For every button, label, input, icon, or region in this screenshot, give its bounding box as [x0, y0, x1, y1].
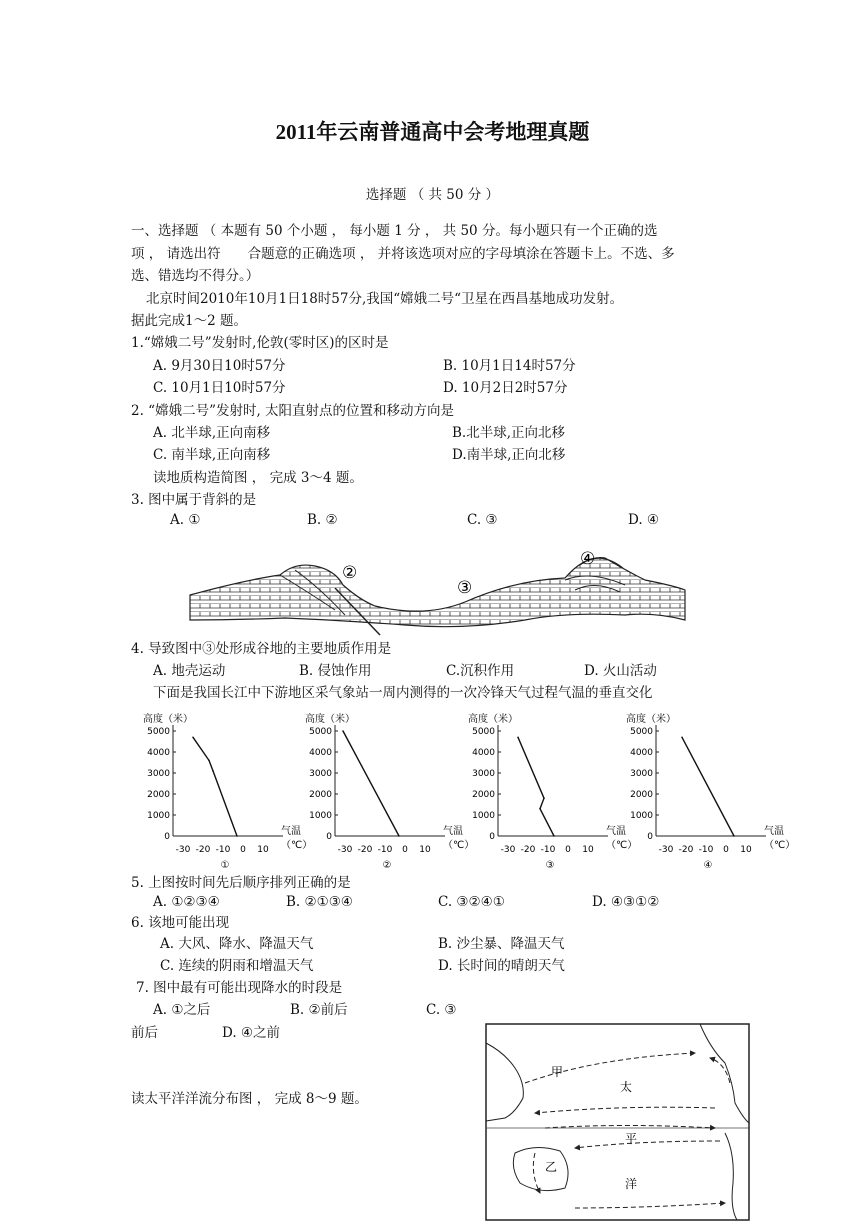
- option-c-continued: 前后: [131, 1025, 158, 1041]
- temperature-line: [343, 731, 399, 836]
- x-tick-label: 0: [723, 845, 729, 855]
- option-a: A. 大风、降水、降温天气: [160, 936, 314, 952]
- x-tick-label: 10: [257, 845, 269, 855]
- instruction-line-2: 项 ， 请选出符 合题意的正确选项 ， 并将该选项对应的字母填涂在答题卡上。不选、多: [131, 246, 675, 262]
- data-point: [342, 730, 344, 732]
- option-b: B.北半球,正向北移: [452, 425, 566, 441]
- question-stem: 6. 该地可能出现: [131, 915, 230, 931]
- data-point: [192, 737, 194, 739]
- data-point: [733, 835, 735, 837]
- page-title: 2011年云南普通高中会考地理真题: [275, 120, 590, 144]
- x-tick-label: -30: [337, 845, 353, 855]
- option-a: A. 地壳运动: [153, 663, 226, 679]
- y-tick-label: 0: [164, 832, 170, 842]
- option-b: B. ②前后: [290, 1002, 348, 1018]
- chart-id-label: ④: [703, 860, 713, 871]
- label-2: ②: [342, 563, 358, 583]
- chart-id-label: ③: [545, 860, 555, 871]
- intro-text: 读地质构造简图 ， 完成 3～4 题。: [153, 470, 363, 486]
- y-tick-label: 3000: [309, 769, 332, 779]
- x-axis-unit: （℃）: [281, 840, 313, 851]
- option-d: D. ④③①②: [592, 894, 660, 910]
- question-stem: 7. 图中最有可能出现降水的时段是: [136, 980, 343, 996]
- y-tick-label: 2000: [147, 790, 170, 800]
- x-tick-label: -10: [540, 845, 556, 855]
- x-tick-label: 10: [740, 845, 752, 855]
- y-tick-label: 3000: [472, 769, 495, 779]
- option-c: C. 10月1日10时57分: [153, 380, 286, 396]
- temperature-line: [682, 737, 734, 836]
- x-axis-unit: （℃）: [764, 840, 796, 851]
- intro-text: 下面是我国长江中下游地区采气象站一周内测得的一次冷锋天气过程气温的垂直交化: [153, 685, 653, 701]
- label-3: ③: [457, 578, 473, 598]
- x-tick-label: 0: [402, 845, 408, 855]
- x-tick-label: -10: [215, 845, 231, 855]
- y-tick-label: 4000: [309, 748, 332, 758]
- label-jia: 甲: [551, 1065, 564, 1079]
- x-tick-label: 10: [582, 845, 594, 855]
- y-tick-label: 2000: [309, 790, 332, 800]
- data-point: [398, 835, 400, 837]
- y-tick-label: 0: [326, 832, 332, 842]
- temperature-line: [193, 737, 237, 836]
- option-d: D. 10月2日2时57分: [443, 380, 568, 396]
- x-tick-label: -10: [377, 845, 393, 855]
- x-tick-label: -30: [175, 845, 191, 855]
- option-c: C. 连续的阴雨和增温天气: [160, 958, 314, 974]
- chart-id-label: ①: [220, 860, 230, 871]
- y-tick-label: 2000: [472, 790, 495, 800]
- option-b: B. ②: [307, 512, 338, 528]
- instruction-line-1: 一、选择题 （ 本题有 50 个小题 ， 每小题 1 分 ， 共 50 分。每小题只有一个正确的选: [131, 223, 658, 239]
- x-tick-label: -20: [195, 845, 211, 855]
- question-stem: 5. 上图按时间先后顺序排列正确的是: [131, 875, 351, 891]
- label-tai: 太: [620, 1080, 633, 1094]
- option-d: D.南半球,正向北移: [452, 447, 566, 463]
- data-point: [212, 770, 214, 772]
- question-stem: 3. 图中属于背斜的是: [131, 492, 257, 508]
- option-d: D. ④之前: [222, 1025, 281, 1041]
- y-tick-label: 1000: [630, 811, 653, 821]
- y-tick-label: 1000: [309, 811, 332, 821]
- x-axis-unit: （℃）: [606, 840, 638, 851]
- y-tick-label: 1000: [147, 811, 170, 821]
- y-tick-label: 3000: [147, 769, 170, 779]
- question-stem: 1.“嫦娥二号”发射时,伦敦(零时区)的区时是: [131, 335, 389, 351]
- option-a: A. 北半球,正向南移: [153, 425, 271, 441]
- data-point: [236, 835, 238, 837]
- option-c: C. ③②④①: [438, 894, 505, 910]
- y-axis-label: 高度（米）: [305, 714, 355, 725]
- x-tick-label: -10: [698, 845, 714, 855]
- label-ping: 平: [625, 1132, 638, 1146]
- section-heading: 选择题 （ 共 50 分 ）: [365, 187, 500, 203]
- label-yi: 乙: [545, 1160, 558, 1174]
- y-tick-label: 5000: [147, 727, 170, 737]
- x-tick-label: 0: [565, 845, 571, 855]
- data-point: [553, 835, 555, 837]
- label-4: ④: [580, 549, 596, 569]
- temperature-profile-chart-4: [616, 708, 796, 878]
- y-tick-label: 2000: [630, 790, 653, 800]
- x-tick-label: -30: [658, 845, 674, 855]
- intro-text: 北京时间2010年10月1日18时57分,我国“嫦娥二号“卫星在西昌基地成功发射。: [146, 291, 624, 307]
- y-tick-label: 3000: [630, 769, 653, 779]
- option-c: C. ③: [467, 512, 498, 528]
- chart-id-label: ②: [382, 860, 392, 871]
- option-c: C. 南半球,正向南移: [153, 447, 271, 463]
- geologic-structure-diagram: [185, 540, 690, 640]
- temperature-profile-chart-1: [133, 708, 313, 878]
- question-stem: 2. “嫦娥二号”发射时, 太阳直射点的位置和移动方向是: [131, 403, 455, 419]
- option-b: B. 10月1日14时57分: [443, 358, 576, 374]
- y-tick-label: 5000: [472, 727, 495, 737]
- question-stem: 4. 导致图中③处形成谷地的主要地质作用是: [131, 641, 392, 657]
- option-d: D. ④: [628, 512, 660, 528]
- x-axis-label: 气温: [764, 826, 784, 837]
- option-a: A. ①②③④: [153, 894, 220, 910]
- y-axis-label: 高度（米）: [626, 714, 676, 725]
- x-tick-label: 0: [240, 845, 246, 855]
- x-tick-label: 10: [419, 845, 431, 855]
- data-point: [543, 797, 545, 799]
- option-a: A. 9月30日10时57分: [153, 358, 286, 374]
- y-tick-label: 0: [647, 832, 653, 842]
- temperature-line: [518, 737, 554, 836]
- option-b: B. 沙尘暴、降温天气: [438, 936, 565, 952]
- x-axis-label: 气温: [443, 826, 463, 837]
- data-point: [681, 737, 683, 739]
- x-tick-label: -20: [357, 845, 373, 855]
- y-tick-label: 4000: [147, 748, 170, 758]
- option-b: B. 侵蚀作用: [299, 663, 372, 679]
- y-axis-label: 高度（米）: [143, 714, 193, 725]
- x-axis-label: 气温: [606, 826, 626, 837]
- option-a: A. ①: [170, 512, 201, 528]
- data-point: [539, 808, 541, 810]
- label-yang: 洋: [625, 1177, 638, 1191]
- x-axis-unit: （℃）: [443, 840, 475, 851]
- x-tick-label: -20: [678, 845, 694, 855]
- option-d: D. 火山活动: [584, 663, 657, 679]
- option-b: B. ②①③④: [286, 894, 353, 910]
- data-point: [208, 760, 210, 762]
- option-c: C.沉积作用: [446, 663, 515, 679]
- y-tick-label: 4000: [472, 748, 495, 758]
- intro-text: 据此完成1～2 题。: [131, 313, 247, 329]
- y-tick-label: 1000: [472, 811, 495, 821]
- option-d: D. 长时间的晴朗天气: [438, 958, 565, 974]
- y-tick-label: 5000: [630, 727, 653, 737]
- x-tick-label: -20: [520, 845, 536, 855]
- y-axis-label: 高度（米）: [468, 714, 518, 725]
- y-tick-label: 4000: [630, 748, 653, 758]
- temperature-profile-chart-2: [295, 708, 475, 878]
- option-a: A. ①之后: [153, 1002, 211, 1018]
- x-axis-label: 气温: [281, 826, 301, 837]
- x-tick-label: -30: [500, 845, 516, 855]
- y-tick-label: 0: [489, 832, 495, 842]
- temperature-profile-chart-3: [458, 708, 638, 878]
- intro-text: 读太平洋洋流分布图 ， 完成 8～9 题。: [131, 1091, 368, 1107]
- option-c: C. ③: [426, 1002, 457, 1018]
- rock-layers: [190, 558, 685, 627]
- instruction-line-3: 选、错选均不得分。）: [131, 268, 260, 284]
- data-point: [517, 737, 519, 739]
- pacific-ocean-currents-map: [485, 1023, 750, 1221]
- y-tick-label: 5000: [309, 727, 332, 737]
